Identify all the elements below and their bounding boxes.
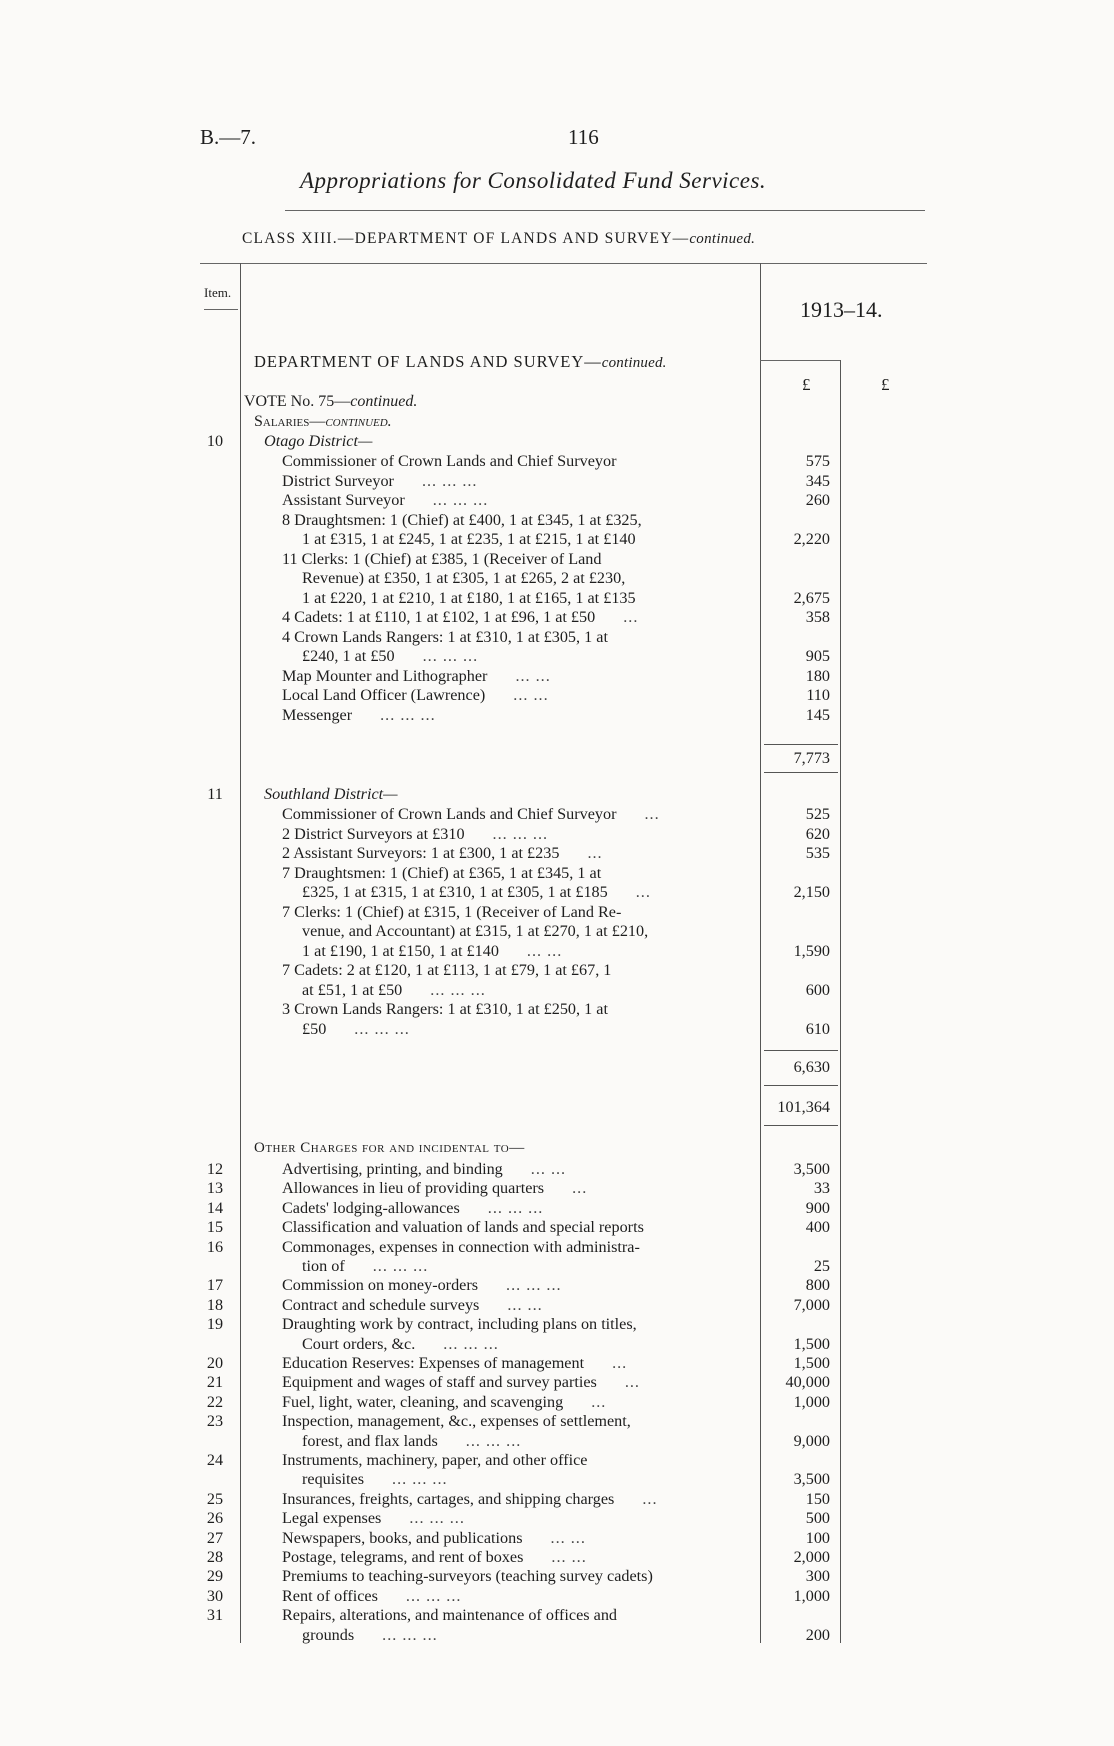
line-text: 2 District Surveyors at £310 (282, 824, 465, 843)
line-amount: 525 (805, 805, 830, 823)
item-number: 27 (206, 1528, 224, 1547)
salaries-heading (254, 413, 392, 431)
line-description (282, 452, 617, 471)
leader-dots: ... ... ... (443, 1334, 499, 1353)
line-amount: 2,000 (793, 1548, 830, 1566)
line-description (282, 1000, 608, 1019)
line-text: Fuel, light, water, cleaning, and scavenging (282, 1392, 564, 1411)
line-description (282, 1451, 587, 1470)
line-description (282, 1160, 566, 1179)
line-text: Cadets' lodging-allowances (282, 1198, 460, 1217)
currency-symbol-col2: £ (881, 375, 890, 394)
line-amount: 400 (805, 1218, 830, 1237)
line-description (302, 647, 478, 666)
line-description (282, 1238, 640, 1257)
line-text: Inspection, management, &c., expenses of settlement, (282, 1412, 631, 1431)
table-row (0, 550, 1114, 569)
line-amount: 180 (805, 666, 830, 685)
leader-dots: ... ... (551, 1548, 587, 1566)
leader-dots: ... ... (507, 1295, 543, 1314)
line-amount: 260 (805, 491, 830, 509)
item-number: 25 (206, 1489, 224, 1508)
vote-text: VOTE No. 75— (244, 393, 351, 410)
line-description (302, 981, 486, 1000)
line-amount: 358 (805, 608, 830, 626)
document-reference: B.—7. (200, 125, 257, 149)
otago-heading: Otago District— (264, 432, 373, 450)
line-description (302, 1432, 521, 1451)
line-amount: 1,590 (793, 941, 830, 960)
table-row (0, 1509, 1114, 1528)
line-amount: 610 (805, 1019, 830, 1038)
line-text: Draughting work by contract, including plans on titles, (282, 1315, 637, 1334)
line-text: Commonages, expenses in connection with administra- (282, 1237, 640, 1256)
table-row (0, 1335, 1114, 1354)
line-text: Postage, telegrams, and rent of boxes (282, 1548, 524, 1566)
line-amount: 1,500 (793, 1354, 830, 1372)
item-number: 31 (206, 1606, 224, 1625)
year-header: 1913–14. (800, 297, 883, 322)
leader-dots: ... ... ... (492, 824, 549, 843)
line-description (282, 1548, 587, 1567)
table-row (0, 667, 1114, 686)
line-description (302, 1335, 499, 1354)
line-text: 1 at £220, 1 at £210, 1 at £180, 1 at £165, 1 at £135 (302, 588, 636, 607)
line-description (282, 1199, 543, 1218)
line-text: Commission on money-orders (282, 1276, 479, 1295)
leader-dots: ... (572, 1179, 588, 1198)
table-row (0, 1218, 1114, 1237)
line-description (282, 844, 603, 863)
table-row (0, 569, 1114, 588)
line-amount: 620 (805, 824, 830, 843)
line-description (282, 1412, 631, 1431)
line-description (282, 1373, 640, 1392)
line-description (282, 608, 638, 627)
line-text: £50 (302, 1019, 327, 1038)
leader-dots: ... ... ... (409, 1509, 465, 1528)
line-text: 2 Assistant Surveyors: 1 at £300, 1 at £235 (282, 844, 560, 862)
item-number: 10 (206, 432, 224, 450)
leader-dots: ... ... (515, 666, 551, 685)
table-row (0, 1257, 1114, 1276)
salaries-continued: continued. (325, 413, 392, 430)
line-description (302, 1257, 428, 1276)
line-description (282, 1315, 637, 1334)
line-description (282, 1490, 657, 1509)
line-text: 1 at £315, 1 at £245, 1 at £235, 1 at £215, 1 at £140 (302, 530, 636, 548)
item-number: 18 (206, 1295, 224, 1314)
line-description (302, 1626, 438, 1645)
line-text: Instruments, machinery, paper, and other office (282, 1451, 588, 1469)
line-description (282, 903, 621, 922)
line-amount: 1,000 (793, 1392, 830, 1411)
leader-dots: ... ... ... (392, 1470, 448, 1489)
line-description (302, 1020, 410, 1039)
table-row (0, 1432, 1114, 1451)
leader-dots: ... ... (530, 1160, 567, 1178)
line-amount: 9,000 (793, 1431, 830, 1450)
line-amount: 40,000 (785, 1373, 830, 1392)
item-number: 17 (206, 1276, 224, 1295)
salaries-grand-total: 101,364 (777, 1098, 830, 1116)
table-row (0, 1238, 1114, 1257)
line-description (282, 1276, 562, 1295)
table-row (0, 608, 1114, 627)
line-text: £325, 1 at £315, 1 at £310, 1 at £305, 1 at £185 (302, 883, 608, 901)
line-amount: 900 (805, 1198, 830, 1217)
item-number: 26 (206, 1509, 224, 1528)
line-description (282, 491, 488, 510)
table-row (0, 903, 1114, 922)
line-description (282, 825, 548, 844)
table-row (0, 805, 1114, 824)
table-row (0, 981, 1114, 1000)
line-description (302, 569, 625, 588)
table-row (0, 511, 1114, 530)
subtotal-rule (764, 772, 838, 773)
line-description (282, 511, 642, 530)
subtotal-rule (764, 744, 838, 745)
subtotal-rule (764, 1050, 838, 1051)
table-row (0, 1529, 1114, 1548)
table-row (0, 530, 1114, 549)
item-header-rule (204, 309, 238, 310)
leader-dots: ... ... ... (372, 1257, 429, 1275)
leader-dots: ... ... ... (380, 705, 436, 724)
table-row (0, 1199, 1114, 1218)
line-text: 11 Clerks: 1 (Chief) at £385, 1 (Receiver of Land (282, 549, 602, 568)
line-text: 7 Clerks: 1 (Chief) at £315, 1 (Receiver of Land Re- (282, 902, 622, 921)
table-row (0, 589, 1114, 608)
leader-dots: ... ... ... (432, 491, 489, 509)
line-description (302, 530, 636, 549)
leader-dots: ... (642, 1489, 658, 1508)
line-text: Education Reserves: Expenses of management (282, 1354, 585, 1372)
subtotal-rule (764, 1125, 838, 1126)
line-text: 1 at £190, 1 at £150, 1 at £140 (302, 941, 499, 960)
line-description (282, 1179, 587, 1198)
line-text: Messenger (282, 705, 353, 724)
leader-dots: ... ... (526, 941, 563, 960)
department-title-continued: continued. (601, 355, 667, 371)
line-description (282, 706, 436, 725)
item-number: 20 (206, 1354, 224, 1372)
leader-dots: ... (623, 608, 639, 626)
otago-heading-row (0, 432, 1114, 451)
line-text: Commissioner of Crown Lands and Chief Surveyor (282, 805, 617, 823)
table-row (0, 1160, 1114, 1179)
line-description (282, 961, 611, 980)
line-amount: 3,500 (793, 1160, 830, 1178)
item-number: 23 (206, 1412, 224, 1431)
leader-dots: ... ... ... (506, 1276, 562, 1295)
table-top-rule (200, 263, 927, 264)
item-number: 16 (206, 1237, 224, 1256)
table-row (0, 1470, 1114, 1489)
title-rule (285, 210, 925, 211)
line-text: 8 Draughtsmen: 1 (Chief) at £400, 1 at £345, 1 at £325, (282, 510, 642, 529)
line-amount: 575 (805, 452, 830, 470)
item-number: 28 (206, 1548, 224, 1566)
line-amount: 200 (805, 1625, 830, 1644)
leader-dots: ... ... ... (354, 1019, 410, 1038)
line-description (282, 667, 551, 686)
line-description (282, 805, 660, 824)
table-row (0, 1490, 1114, 1509)
leader-dots: ... (635, 883, 651, 901)
leader-dots: ... ... ... (465, 1431, 522, 1450)
table-row (0, 1548, 1114, 1567)
line-text: 3 Crown Lands Rangers: 1 at £310, 1 at £250, 1 at (282, 1000, 608, 1018)
table-row (0, 1626, 1114, 1645)
page-number: 116 (568, 125, 599, 149)
item-column-header: Item. (204, 285, 232, 300)
otago-total: 7,773 (793, 749, 830, 767)
table-row (0, 1000, 1114, 1019)
leader-dots: ... ... ... (422, 647, 479, 665)
table-row (0, 1412, 1114, 1431)
leader-dots: ... (644, 805, 660, 823)
line-description (282, 550, 601, 569)
table-row (0, 883, 1114, 902)
item-number: 13 (206, 1179, 224, 1198)
line-description (282, 1587, 461, 1606)
line-amount: 25 (813, 1257, 830, 1275)
line-description (282, 1509, 465, 1528)
department-title (254, 352, 667, 372)
line-text: Local Land Officer (Lawrence) (282, 686, 486, 704)
item-number: 29 (206, 1567, 224, 1586)
line-description (302, 883, 651, 902)
line-text: Allowances in lieu of providing quarters (282, 1179, 545, 1198)
table-row (0, 844, 1114, 863)
line-text: at £51, 1 at £50 (302, 980, 403, 999)
table-row (0, 1020, 1114, 1039)
line-description (282, 1529, 586, 1548)
line-description (282, 1567, 653, 1586)
line-amount: 100 (805, 1528, 830, 1547)
southland-heading: Southland District— (264, 785, 398, 803)
line-amount: 500 (805, 1509, 830, 1528)
line-amount: 2,675 (793, 588, 830, 607)
line-text: Legal expenses (282, 1509, 382, 1528)
table-row (0, 1373, 1114, 1392)
leader-dots: ... (587, 844, 603, 862)
line-text: grounds (302, 1625, 355, 1644)
line-text: Classification and valuation of lands and special reports (282, 1218, 644, 1237)
other-charges-heading: Other Charges for and incidental to— (254, 1140, 525, 1156)
leader-dots: ... ... ... (430, 980, 486, 999)
line-description (302, 922, 648, 941)
line-description (282, 1218, 644, 1237)
table-row (0, 472, 1114, 491)
vote-continued: continued. (350, 393, 418, 410)
line-description (282, 864, 601, 883)
leader-dots: ... ... (513, 686, 549, 704)
line-text: Map Mounter and Lithographer (282, 666, 488, 685)
line-amount: 345 (805, 471, 830, 490)
table-row (0, 1354, 1114, 1373)
amount-header-rule (760, 360, 840, 361)
line-text: Rent of offices (282, 1586, 378, 1605)
table-row (0, 825, 1114, 844)
leader-dots: ... (624, 1373, 640, 1392)
line-description (282, 1354, 627, 1373)
line-description (302, 589, 636, 608)
line-text: Contract and schedule surveys (282, 1295, 480, 1314)
line-amount: 150 (805, 1489, 830, 1508)
table-row (0, 686, 1114, 705)
line-amount: 800 (805, 1276, 830, 1295)
line-text: Equipment and wages of staff and survey parties (282, 1373, 597, 1392)
item-number: 19 (206, 1315, 224, 1334)
line-amount: 33 (813, 1179, 830, 1198)
line-text: Commissioner of Crown Lands and Chief Surveyor (282, 452, 617, 470)
line-text: Assistant Surveyor (282, 491, 405, 509)
line-text: Premiums to teaching-surveyors (teaching survey cadets) (282, 1567, 653, 1586)
table-row (0, 1296, 1114, 1315)
line-amount: 2,150 (793, 883, 830, 901)
item-number: 15 (206, 1218, 224, 1237)
table-row (0, 1587, 1114, 1606)
leader-dots: ... ... ... (487, 1198, 544, 1217)
item-number: 30 (206, 1586, 224, 1605)
line-text: £240, 1 at £50 (302, 647, 395, 665)
table-row (0, 628, 1114, 647)
table-row (0, 961, 1114, 980)
table-row (0, 1393, 1114, 1412)
class-title (242, 230, 755, 248)
line-description (282, 686, 549, 705)
line-description (282, 472, 477, 491)
line-amount: 7,000 (793, 1295, 830, 1314)
line-text: District Surveyor (282, 471, 394, 490)
table-row (0, 1451, 1114, 1470)
line-text: Insurances, freights, cartages, and shipping charges (282, 1489, 615, 1508)
line-amount: 1,000 (793, 1586, 830, 1605)
leader-dots: ... (591, 1392, 607, 1411)
leader-dots: ... ... ... (382, 1625, 438, 1644)
leader-dots: ... (612, 1354, 628, 1372)
line-description (302, 1470, 448, 1489)
line-description (302, 942, 562, 961)
table-row (0, 1276, 1114, 1295)
line-text: Advertising, printing, and binding (282, 1160, 503, 1178)
southland-heading-row (0, 785, 1114, 804)
line-text: venue, and Accountant) at £315, 1 at £270, 1 at £210, (302, 922, 649, 940)
item-number: 21 (206, 1373, 224, 1392)
item-number: 24 (206, 1451, 224, 1469)
line-amount: 535 (805, 844, 830, 862)
table-row (0, 942, 1114, 961)
line-amount: 110 (806, 686, 830, 704)
line-text: requisites (302, 1470, 365, 1489)
vote-heading (244, 393, 417, 411)
line-text: Repairs, alterations, and maintenance of offices and (282, 1606, 618, 1625)
department-title-text: DEPARTMENT OF LANDS AND SURVEY— (254, 352, 602, 371)
line-text: forest, and flax lands (302, 1431, 438, 1450)
item-number: 14 (206, 1198, 224, 1217)
table-row (0, 1606, 1114, 1625)
item-number: 12 (206, 1160, 224, 1178)
class-title-text: CLASS XIII.—DEPARTMENT OF LANDS AND SURVEY— (242, 230, 690, 247)
table-row (0, 491, 1114, 510)
line-amount: 600 (805, 980, 830, 999)
line-text: 7 Cadets: 2 at £120, 1 at £113, 1 at £79, 1 at £67, 1 (282, 961, 612, 979)
line-amount: 2,220 (793, 530, 830, 548)
line-amount: 1,500 (793, 1334, 830, 1353)
line-amount: 300 (805, 1567, 830, 1586)
table-row (0, 864, 1114, 883)
line-description (282, 1393, 606, 1412)
line-text: Court orders, &c. (302, 1334, 416, 1353)
subtotal-rule (764, 1085, 838, 1086)
leader-dots: ... ... ... (421, 471, 478, 490)
line-text: tion of (302, 1257, 345, 1275)
line-amount: 3,500 (793, 1470, 830, 1489)
table-row (0, 1179, 1114, 1198)
salaries-text: Salaries— (254, 413, 326, 430)
table-row (0, 452, 1114, 471)
line-text: Newspapers, books, and publications (282, 1528, 523, 1547)
item-number: 11 (207, 785, 223, 803)
currency-symbol-col1: £ (802, 375, 811, 394)
item-number: 22 (206, 1392, 224, 1411)
line-text: 4 Cadets: 1 at £110, 1 at £102, 1 at £96, 1 at £50 (282, 608, 596, 626)
table-row (0, 706, 1114, 725)
class-title-continued: continued. (689, 231, 756, 247)
line-amount: 145 (805, 705, 830, 724)
line-description (282, 1606, 617, 1625)
table-row (0, 1315, 1114, 1334)
table-row (0, 922, 1114, 941)
leader-dots: ... ... ... (405, 1586, 462, 1605)
line-description (282, 1296, 543, 1315)
line-amount: 905 (805, 647, 830, 665)
table-row (0, 1567, 1114, 1586)
leader-dots: ... ... (550, 1528, 586, 1547)
table-row (0, 647, 1114, 666)
line-description (282, 628, 608, 647)
line-text: 7 Draughtsmen: 1 (Chief) at £365, 1 at £345, 1 at (282, 863, 602, 882)
southland-total: 6,630 (793, 1058, 830, 1076)
page-title: Appropriations for Consolidated Fund Services. (300, 168, 767, 193)
line-text: 4 Crown Lands Rangers: 1 at £310, 1 at £305, 1 at (282, 627, 608, 646)
line-text: Revenue) at £350, 1 at £305, 1 at £265, 2 at £230, (302, 569, 626, 587)
